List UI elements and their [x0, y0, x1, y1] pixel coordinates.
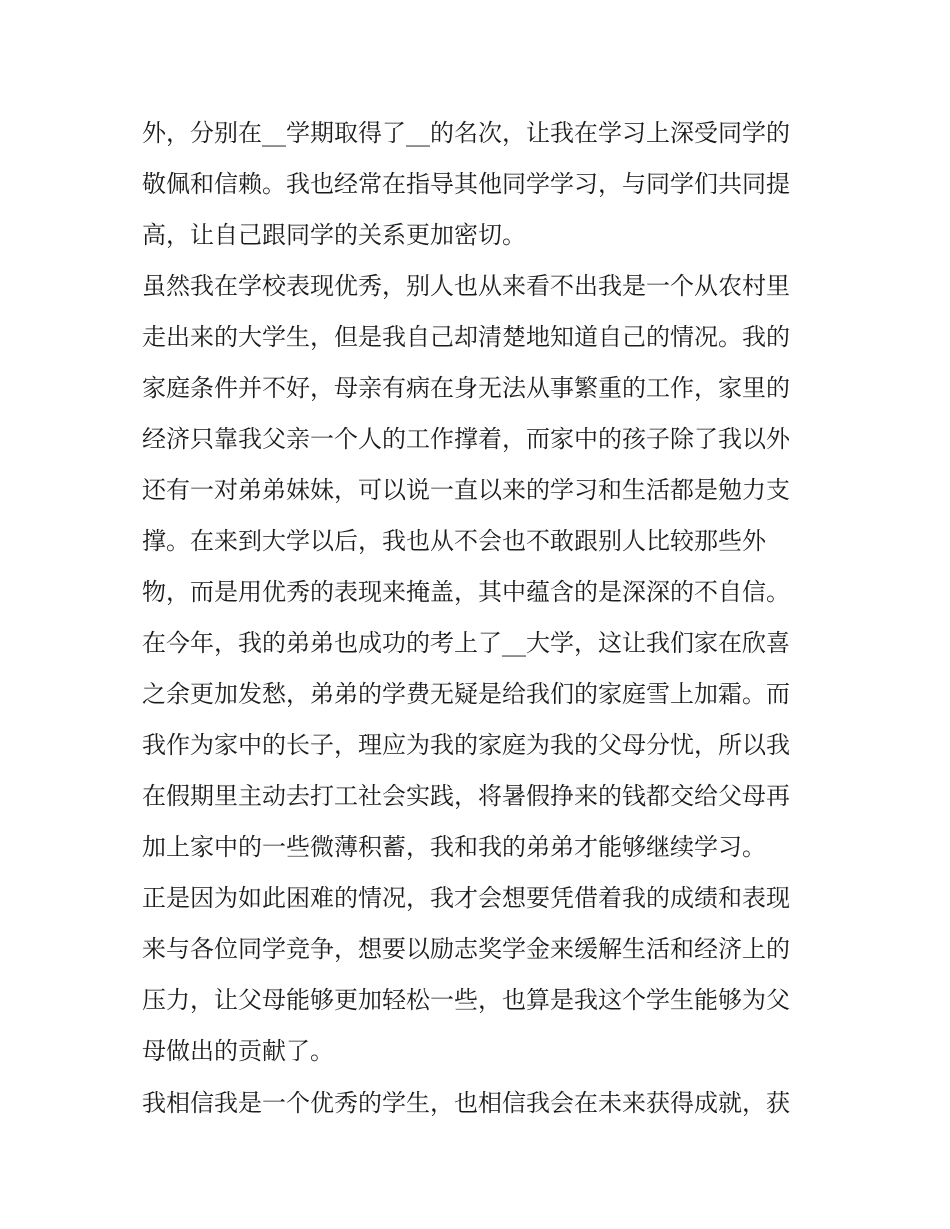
- text-line: 压力，让父母能够更加轻松一些，也算是我这个学生能够为父: [142, 986, 790, 1014]
- paragraph: [142, 261, 814, 618]
- text-line: 之余更加发愁，弟弟的学费无疑是给我们的家庭雪上加霜。而: [142, 680, 790, 708]
- text-line: 物，而是用优秀的表现来掩盖，其中蕴含的是深深的不自信。: [142, 578, 790, 606]
- document-body: [142, 108, 814, 1129]
- text-line: 外，分别在__学期取得了__的名次，让我在学习上深受同学的: [142, 119, 790, 147]
- text-line: 高，让自己跟同学的关系更加密切。: [142, 221, 526, 249]
- text-line: 撑。在来到大学以后，我也从不会也不敢跟别人比较那些外: [142, 527, 766, 555]
- paragraph: [142, 1078, 814, 1129]
- text-line: 走出来的大学生，但是我自己却清楚地知道自己的情况。我的: [142, 323, 790, 351]
- text-line: 我相信我是一个优秀的学生，也相信我会在未来获得成就，获: [142, 1089, 790, 1117]
- text-line: 经济只靠我父亲一个人的工作撑着，而家中的孩子除了我以外: [142, 425, 790, 453]
- paragraph: [142, 108, 814, 261]
- text-line: 还有一对弟弟妹妹，可以说一直以来的学习和生活都是勉力支: [142, 476, 790, 504]
- text-line: 家庭条件并不好，母亲有病在身无法从事繁重的工作，家里的: [142, 374, 790, 402]
- text-line: 在假期里主动去打工社会实践，将暑假挣来的钱都交给父母再: [142, 782, 790, 810]
- text-line: 敬佩和信赖。我也经常在指导其他同学学习，与同学们共同提: [142, 170, 790, 198]
- text-line: 正是因为如此困难的情况，我才会想要凭借着我的成绩和表现: [142, 884, 790, 912]
- text-line: 母做出的贡献了。: [142, 1037, 334, 1065]
- text-line: 在今年，我的弟弟也成功的考上了__大学，这让我们家在欣喜: [142, 629, 790, 657]
- text-line: 虽然我在学校表现优秀，别人也从来看不出我是一个从农村里: [142, 272, 790, 300]
- paragraph: [142, 618, 814, 873]
- text-line: 加上家中的一些微薄积蓄，我和我的弟弟才能够继续学习。: [142, 833, 766, 861]
- text-line: 来与各位同学竞争，想要以励志奖学金来缓解生活和经济上的: [142, 935, 790, 963]
- paragraph: [142, 873, 814, 1077]
- text-line: 我作为家中的长子，理应为我的家庭为我的父母分忧，所以我: [142, 731, 790, 759]
